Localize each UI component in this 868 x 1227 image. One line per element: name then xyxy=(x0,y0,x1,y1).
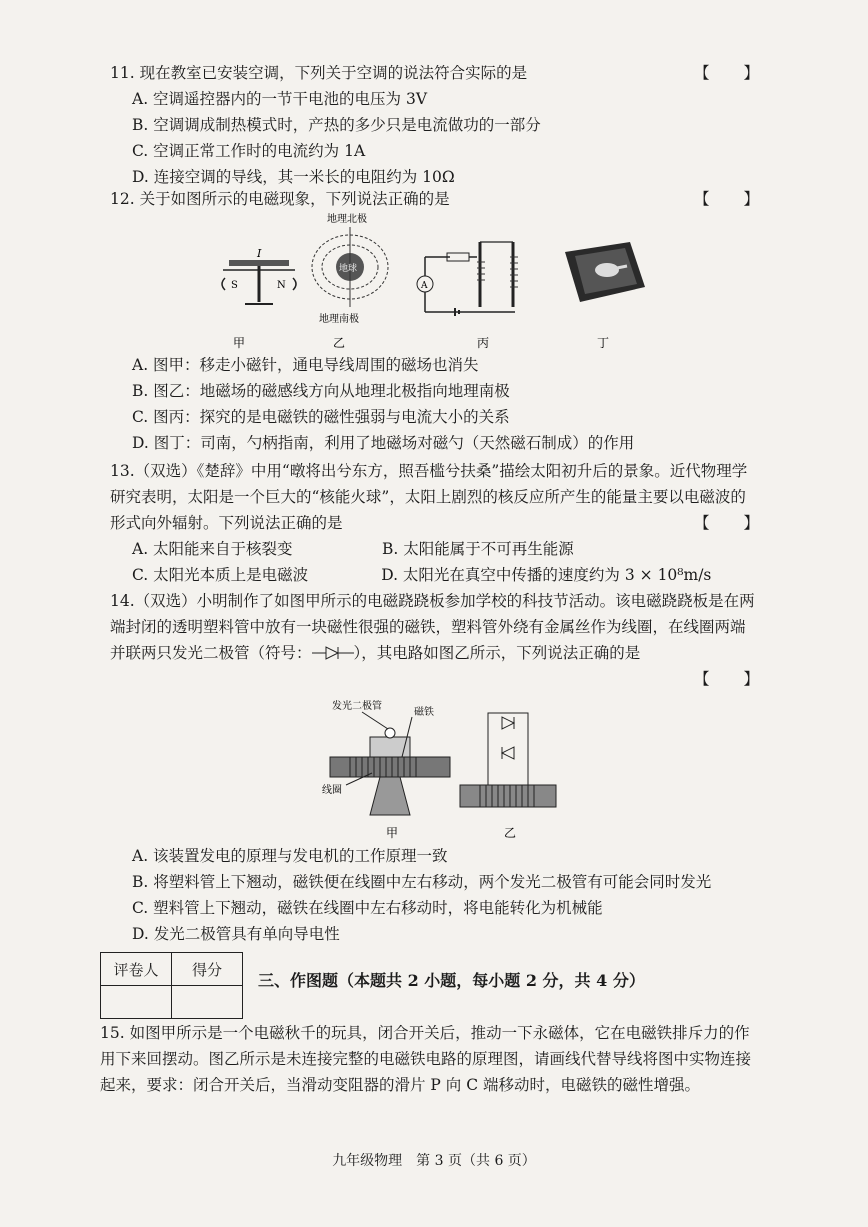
figure-caption-yi: 乙 xyxy=(504,826,517,840)
question-13 xyxy=(110,458,760,588)
current-label: I xyxy=(257,247,262,260)
option-c: C. 塑料管上下翘动，磁铁在线圈中左右移动时，将电能转化为机械能 xyxy=(132,899,603,917)
option-b: B. 空调调成制热模式时，产热的多少只是电流做功的一部分 xyxy=(132,116,541,134)
answer-bracket: 【 】 xyxy=(693,190,760,208)
option-d: D. 连接空调的导线，其一米长的电阻约为 10Ω xyxy=(132,168,455,186)
q12-figures xyxy=(215,212,655,357)
figure-ding-sinan xyxy=(565,242,645,302)
question-stem: 12. 关于如图所示的电磁现象，下列说法正确的是 xyxy=(110,190,450,208)
figure-bing-circuit xyxy=(417,242,518,316)
question-15 xyxy=(100,1020,760,1098)
led-label: 发光二极管 xyxy=(332,701,382,712)
option-b: B. 太阳能属于不可再生能源 xyxy=(382,540,574,558)
question-stem-part-1: 14.（双选）小明制作了如图甲所示的电磁跷跷板参加学校的科技节活动。该电磁跷跷板是在两端封闭的透明塑料管中放有一块磁性很强的磁铁，塑料管外绕有金属丝作为线圈，在线圈两端并联两只发光二极管（符号： xyxy=(110,592,755,662)
figure-jia-seesaw xyxy=(330,712,450,815)
question-11 xyxy=(110,60,760,190)
answer-bracket: 【 】 xyxy=(693,670,760,688)
figure-caption-yi: 乙 xyxy=(333,336,346,350)
option-b: B. 图乙：地磁场的磁感线方向从地理北极指向地理南极 xyxy=(132,382,510,400)
question-14 xyxy=(110,588,760,688)
option-b: B. 将塑料管上下翘动，磁铁便在线圈中左右移动，两个发光二极管有可能会同时发光 xyxy=(132,873,712,891)
s-label: S xyxy=(231,280,238,291)
figure-caption-jia: 甲 xyxy=(386,826,399,840)
score-table xyxy=(100,952,243,1019)
option-d: D. 太阳光在真空中传播的速度约为 3 × 10⁸m/s xyxy=(381,566,712,584)
options-row-2 xyxy=(110,562,760,588)
q14-figures xyxy=(320,695,560,845)
figure-caption-jia: 甲 xyxy=(233,336,246,350)
option-c: C. 太阳光本质上是电磁波 xyxy=(132,566,309,584)
option-d: D. 发光二极管具有单向导电性 xyxy=(132,925,340,943)
question-stem: 11. 现在教室已安装空调，下列关于空调的说法符合实际的是 xyxy=(110,64,528,82)
earth-label: 地球 xyxy=(339,264,358,274)
section-heading: 三、作图题（本题共 2 小题，每小题 2 分，共 4 分） xyxy=(258,971,645,990)
option-d: D. 图丁：司南，勺柄指南，利用了地磁场对磁勺（天然磁石制成）的作用 xyxy=(132,434,635,452)
figure-yi-circuit xyxy=(460,713,556,807)
question-14-options xyxy=(110,843,760,947)
question-12 xyxy=(110,186,760,212)
question-stem: 13.（双选）《楚辞》中用“暾将出兮东方，照吾槛兮扶桑”描绘太阳初升后的景象。近代物理学研究表明，太阳是一个巨大的“核能火球”，太阳上剧烈的核反应所产生的能量主要以电磁波的形式向外辐射。下列说法正确的是 xyxy=(110,462,748,532)
answer-bracket: 【 】 xyxy=(693,64,760,82)
coil-label: 线圈 xyxy=(322,785,342,796)
option-a: A. 太阳能来自于核裂变 xyxy=(132,540,293,558)
question-stem-part-2: ），其电路如图乙所示，下列说法正确的是 xyxy=(353,644,641,662)
figure-caption-ding: 丁 xyxy=(597,336,610,350)
score-header: 得分 xyxy=(172,953,243,986)
option-c: C. 图丙：探究的是电磁铁的磁性强弱与电流大小的关系 xyxy=(132,408,510,426)
question-stem xyxy=(110,588,760,666)
options-row-1 xyxy=(110,536,760,562)
question-12-options xyxy=(110,352,760,456)
page-footer: 九年级物理 第 3 页（共 6 页） xyxy=(332,1153,536,1169)
option-a: A. 该装置发电的原理与发电机的工作原理一致 xyxy=(132,847,448,865)
answer-bracket: 【 】 xyxy=(693,514,760,532)
score-cell xyxy=(172,986,243,1019)
grader-header: 评卷人 xyxy=(101,953,172,986)
option-a: A. 空调遥控器内的一节干电池的电压为 3V xyxy=(132,90,428,108)
led-symbol-icon xyxy=(312,645,354,661)
south-pole-label: 地理南极 xyxy=(319,314,359,325)
ammeter-label: A xyxy=(421,281,428,291)
north-pole-label: 地理北极 xyxy=(327,214,367,225)
question-stem: 15. 如图甲所示是一个电磁秋千的玩具，闭合开关后，推动一下永磁体，它在电磁铁排斥力的作用下来回摆动。图乙所示是未连接完整的电磁铁电路的原理图，请画线代替导线将图中实物连接起来，要求：闭合开关后，当滑动变阻器的滑片 P 向 C 端移动时，电磁铁的磁性增强。 xyxy=(100,1024,752,1094)
option-c: C. 空调正常工作时的电流约为 1A xyxy=(132,142,366,160)
magnet-label: 磁铁 xyxy=(414,707,434,718)
grader-cell xyxy=(101,986,172,1019)
option-a: A. 图甲：移走小磁针，通电导线周围的磁场也消失 xyxy=(132,356,479,374)
n-label: N xyxy=(277,280,286,291)
figure-caption-bing: 丙 xyxy=(477,336,490,350)
